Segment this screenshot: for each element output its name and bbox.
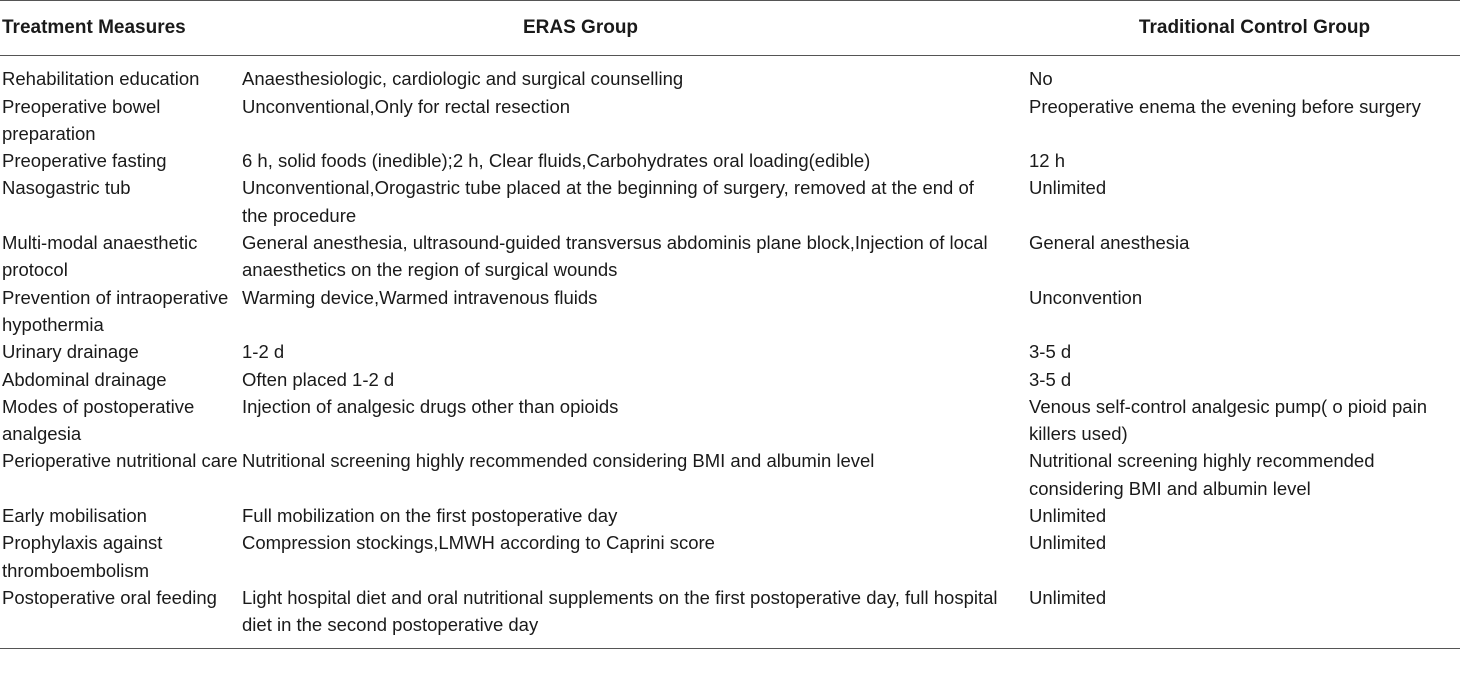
cell-measure: Modes of postoperative analgesia [2, 395, 195, 445]
header-eras-group: ERAS Group [242, 1, 1029, 56]
cell-control: Nutritional screening highly recommended considering BMI and albumin level [1029, 450, 1375, 499]
cell-control: Unlimited [1029, 586, 1107, 608]
cell-measure: Perioperative nutritional care [2, 450, 238, 472]
table-row [0, 502, 1460, 529]
table-row [0, 584, 1460, 648]
cell-control: 12 h [1029, 150, 1066, 172]
cell-eras: Anaesthesiologic, cardiologic and surgical counselling [242, 68, 684, 90]
cell-control: Unlimited [1029, 532, 1107, 554]
table-row [0, 147, 1460, 174]
cell-eras: Full mobilization on the first postoperative day [242, 505, 618, 527]
cell-control: Venous self-control analgesic pump( o pioid pain killers used) [1029, 395, 1427, 445]
cell-eras: Injection of analgesic drugs other than opioids [242, 395, 619, 417]
cell-eras: Warming device,Warmed intravenous fluids [242, 286, 598, 308]
cell-measure: Urinary drainage [2, 341, 139, 363]
cell-measure: Prevention of intraoperative hypothermia [2, 286, 229, 335]
cell-measure: Postoperative oral feeding [2, 586, 217, 608]
cell-measure: Early mobilisation [2, 505, 147, 527]
table-row [0, 229, 1460, 284]
cell-measure: Preoperative fasting [2, 150, 167, 172]
cell-eras: Nutritional screening highly recommended considering BMI and albumin level [242, 450, 875, 472]
cell-eras: Light hospital diet and oral nutritional supplements on the first postoperative day, full hospital diet in the second postoperative day [242, 586, 998, 636]
cell-eras: General anesthesia, ultrasound-guided transversus abdominis plane block,Injection of local anaesthetics on the region of surgical wounds [242, 232, 988, 281]
cell-control: 3-5 d [1029, 341, 1072, 363]
table-row [0, 93, 1460, 148]
cell-eras: Often placed 1-2 d [242, 368, 395, 390]
table-row [0, 174, 1460, 229]
cell-measure: Prophylaxis against thromboembolism [2, 532, 163, 581]
cell-eras: Compression stockings,LMWH according to Caprini score [242, 532, 715, 554]
table-body [0, 56, 1460, 648]
cell-measure: Multi-modal anaesthetic protocol [2, 232, 198, 281]
cell-control: Preoperative enema the evening before surgery [1029, 95, 1421, 117]
header-traditional-control-group: Traditional Control Group [1029, 1, 1460, 56]
cell-control: Unconvention [1029, 286, 1143, 308]
cell-measure: Rehabilitation education [2, 68, 200, 90]
cell-measure: Nasogastric tub [2, 177, 131, 199]
table-row [0, 338, 1460, 365]
cell-measure: Abdominal drainage [2, 368, 167, 390]
cell-control: Unlimited [1029, 177, 1107, 199]
table-row [0, 366, 1460, 393]
table-row [0, 56, 1460, 93]
cell-eras: 1-2 d [242, 341, 285, 363]
table-row [0, 284, 1460, 339]
table-row [0, 447, 1460, 502]
cell-eras: Unconventional,Only for rectal resection [242, 95, 571, 117]
cell-measure: Preoperative bowel preparation [2, 95, 161, 144]
table-row [0, 529, 1460, 584]
cell-control: General anesthesia [1029, 232, 1190, 254]
cell-control: Unlimited [1029, 505, 1107, 527]
table-header-row [0, 1, 1460, 56]
cell-control: 3-5 d [1029, 368, 1072, 390]
table-row [0, 393, 1460, 448]
header-treatment-measures: Treatment Measures [0, 1, 242, 56]
cell-control: No [1029, 68, 1053, 90]
cell-eras: 6 h, solid foods (inedible);2 h, Clear fluids,Carbohydrates oral loading(edible) [242, 150, 871, 172]
cell-eras: Unconventional,Orogastric tube placed at the beginning of surgery, removed at the end of the procedure [242, 177, 974, 226]
